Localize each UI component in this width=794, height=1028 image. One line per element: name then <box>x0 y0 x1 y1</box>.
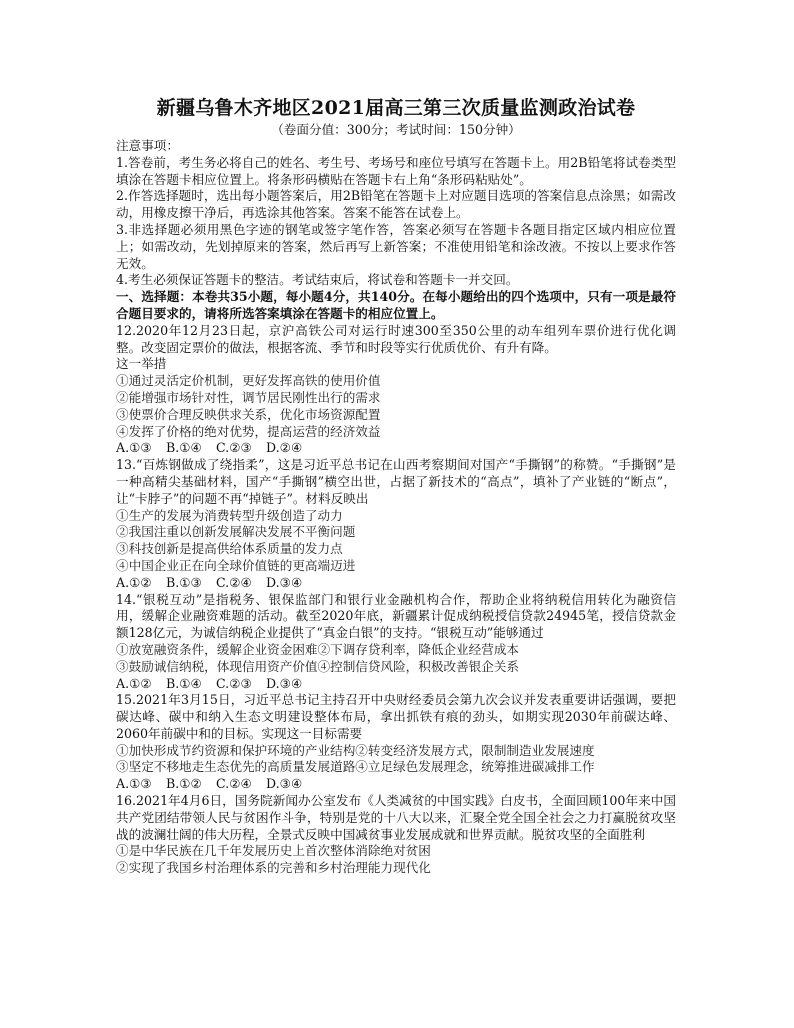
question-16 <box>116 793 676 877</box>
answer-choice: B.①④ <box>166 440 202 456</box>
answer-choice: C.②④ <box>216 776 252 792</box>
answer-choices <box>116 676 676 693</box>
answer-choice: D.③④ <box>266 776 303 792</box>
question-15 <box>116 692 676 793</box>
exam-page <box>116 96 676 877</box>
question-option: ③鼓励诚信纳税，体现信用资产价值④控制信贷风险，积极改善银企关系 <box>116 658 519 674</box>
answer-choice: A.①② <box>116 574 152 590</box>
question-option: ①生产的发展为消费转型升级创造了动力 <box>116 507 343 523</box>
answer-choice: A.①③ <box>116 440 152 456</box>
question-option: ④发挥了价格的绝对优势，提高运营的经济效益 <box>116 423 381 439</box>
question-option: ②实现了我国乡村治理体系的完善和乡村治理能力现代化 <box>116 860 431 876</box>
question-stem-tail: 这一举措 <box>116 356 167 372</box>
answer-choice: D.②④ <box>266 440 303 456</box>
answer-choices <box>116 440 676 457</box>
answer-choice: A.①② <box>116 675 152 691</box>
question-14 <box>116 592 676 693</box>
question-stem: 13.“百炼钢做成了绕指柔”，这是习近平总书记在山西考察期间对国产“手撕钢”的称赞。“手撕钢”是一种高精尖基础材料，国产“手撕钢”横空出世，占据了新技术的“高点”，填补了产业链的“断点”，让“卡脖子”的问题不再“掉链子”。材料反映出 <box>116 457 676 506</box>
question-stem: 15.2021年3月15日，习近平总书记主持召开中央财经委员会第九次会议并发表重要讲话强调，要把碳达峰、碳中和纳入生态文明建设整体布局，拿出抓铁有痕的劲头，如期实现2030年前碳达峰、2060年前碳中和的目标。实现这一目标需要 <box>116 692 676 741</box>
answer-choice: B.①② <box>166 776 202 792</box>
question-option: ②我国注重以创新发展解决发展不平衡问题 <box>116 524 356 540</box>
question-option: ④中国企业正在向全球价值链的更高端迈进 <box>116 557 356 573</box>
answer-choice: C.②④ <box>216 574 252 590</box>
question-13 <box>116 457 676 591</box>
notice-item: 2.作答选择题时，选出每小题答案后，用2B铅笔在答题卡上对应题目选项的答案信息点涂黑；如需改动，用橡皮擦干净后，再选涂其他答案。答案不能答在试卷上。 <box>116 188 676 221</box>
answer-choice: C.②③ <box>216 440 252 456</box>
exam-subtitle: （卷面分值：300分；考试时间：150分钟） <box>271 122 521 137</box>
notice-heading: 注意事项： <box>116 138 179 153</box>
question-option: ②能增强市场针对性，调节居民刚性出行的需求 <box>116 389 381 405</box>
answer-choices <box>116 575 676 592</box>
answer-choice: A.①③ <box>116 776 152 792</box>
answer-choice: C.②③ <box>216 675 252 691</box>
question-option: ③科技创新是提高供给体系质量的发力点 <box>116 541 343 557</box>
question-option: ①通过灵活定价机制，更好发挥高铁的使用价值 <box>116 373 381 389</box>
answer-choice: D.③④ <box>266 675 303 691</box>
question-option: ①放宽融资条件，缓解企业资金困难②下调存贷利率，降低企业经营成本 <box>116 641 519 657</box>
question-stem: 14.“银税互动”是指税务、银保监部门和银行业金融机构合作，帮助企业将纳税信用转化为融资信用，缓解企业融资难题的活动。截至2020年底，新疆累计促成纳税授信贷款24945笔，授信贷款金额128亿元，为诚信纳税企业提供了“真金白银”的支持。“银税互动”能够通过 <box>116 591 676 641</box>
question-option: ①是中华民族在几千年发展历史上首次整体消除绝对贫困 <box>116 843 431 859</box>
section-heading: 一、选择题：本卷共35小题，每小题4分，共140分。在每小题给出的四个选项中，只有一项是最符合题目要求的，请将所选答案填涂在答题卡的相应位置上。 <box>116 289 676 321</box>
question-12 <box>116 323 676 457</box>
notice-item: 4.考生必须保证答题卡的整洁。考试结束后，将试卷和答题卡一并交回。 <box>116 272 519 288</box>
notice-item: 3.非选择题必须用黑色字迹的钢笔或签字笔作答，答案必须写在答题卡各题目指定区域内相应位置上；如需改动，先划掉原来的答案，然后再写上新答案；不准使用铅笔和涂改液。不按以上要求作答无效。 <box>116 221 676 271</box>
question-option: ①加快形成节约资源和保护环境的产业结构②转变经济发展方式，限制制造业发展速度 <box>116 742 595 758</box>
answer-choices <box>116 776 676 793</box>
question-stem: 12.2020年12月23日起，京沪高铁公司对运行时速300至350公里的动车组列车票价进行优化调整。改变固定票价的做法，根据客流、季节和时段等实行优质优价、有升有降。 <box>116 322 676 355</box>
question-option: ③坚定不移地走生态优先的高质量发展道路④立足绿色发展理念，统筹推进碳减排工作 <box>116 759 595 775</box>
question-option: ③使票价合理反映供求关系，优化市场资源配置 <box>116 406 381 422</box>
answer-choice: D.③④ <box>266 574 303 590</box>
notice-item: 1.答卷前，考生务必将自己的姓名、考生号、考场号和座位号填写在答题卡上。用2B铅笔将试卷类型填涂在答题卡相应位置上。将条形码横贴在答题卡右上角“条形码粘贴处”。 <box>116 154 676 187</box>
answer-choice: B.①③ <box>166 574 202 590</box>
question-stem: 16.2021年4月6日，国务院新闻办公室发布《人类减贫的中国实践》白皮书，全面回顾100年来中国共产党团结带领人民与贫困作斗争，特别是党的十八大以来，汇聚全党全国全社会之力打赢脱贫攻坚战的波澜壮阔的伟大历程，全景式反映中国减贫事业发展成就和世界贡献。脱贫攻坚的全面胜利 <box>116 793 676 842</box>
exam-title: 新疆乌鲁木齐地区2021届高三第三次质量监测政治试卷 <box>156 97 636 119</box>
answer-choice: B.①④ <box>166 675 202 691</box>
